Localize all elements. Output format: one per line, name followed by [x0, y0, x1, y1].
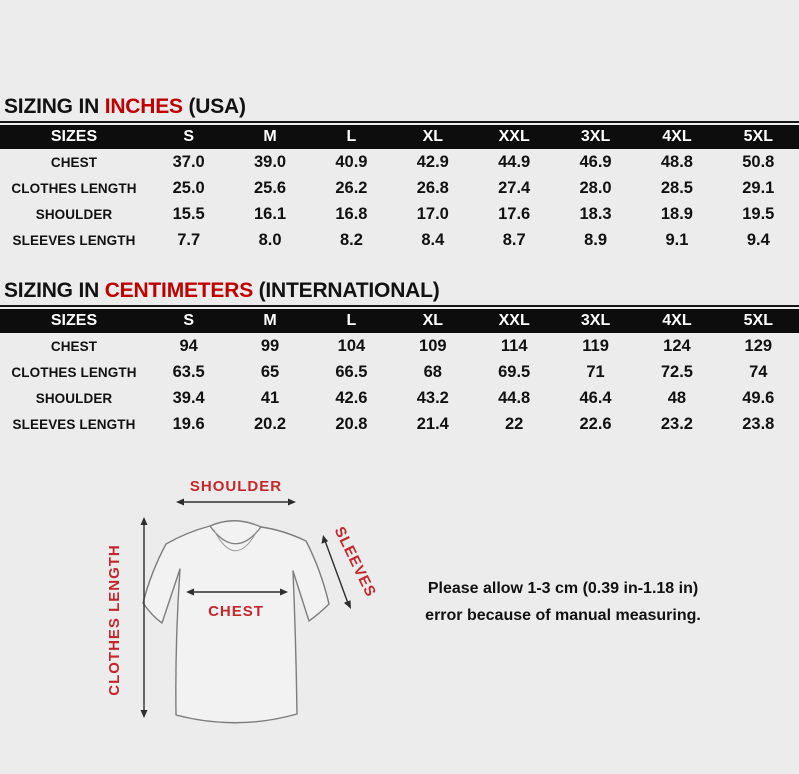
table-top-border [0, 121, 799, 123]
size-value: 42.9 [416, 152, 449, 171]
table-row-sleeves-length [0, 411, 799, 437]
row-label: SHOULDER [35, 390, 113, 406]
size-value: 63.5 [172, 362, 205, 381]
size-value: 28.5 [660, 178, 693, 197]
size-value: 68 [423, 362, 442, 381]
size-value: 8.9 [584, 230, 608, 249]
size-value: 29.1 [742, 178, 775, 197]
size-value: 8.4 [421, 230, 445, 249]
measuring-error-note [421, 575, 705, 629]
size-value: 16.1 [254, 204, 287, 223]
size-value: 25.6 [254, 178, 287, 197]
clothes-length-label: CLOTHES LENGTH [106, 544, 123, 696]
size-value: 17.0 [416, 204, 449, 223]
size-value: 109 [419, 336, 447, 355]
size-value: 46.4 [579, 388, 612, 407]
size-value: 104 [337, 336, 366, 355]
size-value: 23.2 [660, 414, 693, 433]
size-value: 119 [582, 336, 609, 355]
column-header-5xl: 5XL [743, 128, 773, 145]
size-value: 18.9 [660, 204, 693, 223]
title-suffix: (USA) [182, 95, 246, 118]
column-header-3xl: 3XL [580, 312, 611, 329]
sleeves-arrowhead-top [322, 535, 329, 544]
column-header-sizes: SIZES [50, 312, 98, 329]
column-header-5xl: 5XL [743, 312, 773, 329]
size-value: 71 [586, 362, 605, 381]
column-header-m: M [263, 128, 277, 145]
size-value: 49.6 [742, 388, 775, 407]
table-top-border [0, 305, 799, 307]
row-label: SLEEVES LENGTH [12, 232, 136, 248]
row-label: CHEST [50, 338, 98, 354]
sleeves-arrowhead-bottom [344, 600, 351, 609]
size-value: 8.2 [339, 230, 363, 249]
size-value: 28.0 [579, 178, 612, 197]
table-row-clothes-length [0, 175, 799, 201]
note-line-2: error because of manual measuring. [425, 607, 701, 624]
size-value: 129 [744, 336, 773, 355]
column-header-xl: XL [422, 128, 444, 145]
shoulder-arrowhead-left [176, 499, 184, 506]
size-value: 21.4 [416, 414, 449, 433]
size-value: 27.4 [498, 178, 531, 197]
shoulder-arrowhead-right [288, 499, 296, 506]
row-label: CLOTHES LENGTH [11, 180, 137, 196]
column-header-4xl: 4XL [662, 312, 692, 329]
size-value: 114 [500, 336, 528, 355]
size-value: 50.8 [742, 152, 775, 171]
sizing-table-centimeters [0, 305, 799, 437]
size-value: 65 [260, 362, 280, 381]
column-header-l: L [346, 128, 357, 145]
sizing-inches-title [4, 95, 246, 119]
shoulder-label: SHOULDER [189, 478, 283, 495]
size-value: 16.8 [335, 204, 368, 223]
title-highlight-centimeters: CENTIMETERS [104, 279, 253, 302]
column-header-l: L [346, 312, 357, 329]
table-row-sleeves-length [0, 227, 799, 253]
sleeves-label: SLEEVES [330, 524, 380, 600]
size-value: 17.6 [498, 204, 531, 223]
size-value: 8.7 [502, 230, 526, 249]
title-suffix: (INTERNATIONAL) [253, 279, 440, 302]
size-value: 124 [663, 336, 691, 355]
size-value: 20.8 [335, 414, 368, 433]
sizing-table-inches [0, 121, 799, 253]
table-header-row [0, 309, 799, 333]
size-value: 39.0 [254, 152, 287, 171]
size-value: 19.5 [742, 204, 775, 223]
size-value: 94 [179, 336, 198, 355]
size-value: 39.4 [172, 388, 205, 407]
chest-label: CHEST [208, 603, 264, 620]
row-label: SLEEVES LENGTH [12, 416, 136, 432]
size-value: 22 [505, 414, 524, 433]
size-value: 23.8 [742, 414, 775, 433]
column-header-xxl: XXL [498, 128, 530, 145]
size-value: 43.2 [416, 388, 449, 407]
clothes-length-arrowhead-top [141, 517, 148, 525]
size-value: 9.1 [665, 230, 689, 249]
row-label: SHOULDER [35, 206, 113, 222]
tshirt-measurement-diagram [95, 460, 425, 760]
size-value: 46.9 [579, 152, 612, 171]
size-value: 37.0 [172, 152, 205, 171]
size-value: 44.9 [498, 152, 531, 171]
size-value: 15.5 [172, 204, 205, 223]
row-label: CHEST [50, 154, 98, 170]
column-header-m: M [263, 312, 277, 329]
size-value: 72.5 [660, 362, 693, 381]
size-value: 44.8 [498, 388, 531, 407]
title-prefix: SIZING IN [4, 95, 105, 118]
size-value: 40.9 [335, 152, 368, 171]
size-value: 99 [260, 336, 280, 355]
sizing-centimeters-title [4, 279, 440, 303]
size-value: 7.7 [177, 230, 201, 249]
clothes-length-arrowhead-bottom [141, 710, 148, 718]
column-header-4xl: 4XL [662, 128, 692, 145]
size-value: 20.2 [254, 414, 287, 433]
size-value: 18.3 [579, 204, 612, 223]
row-label: CLOTHES LENGTH [11, 364, 137, 380]
size-value: 22.6 [579, 414, 612, 433]
size-value: 66.5 [335, 362, 368, 381]
size-value: 26.8 [416, 178, 449, 197]
table-row-chest [0, 149, 799, 175]
size-value: 19.6 [172, 414, 205, 433]
table-row-chest [0, 333, 799, 359]
note-line-1: Please allow 1-3 cm (0.39 in-1.18 in) [427, 580, 699, 597]
size-value: 41 [260, 388, 280, 407]
table-row-shoulder [0, 201, 799, 227]
size-value: 69.5 [498, 362, 531, 381]
title-prefix: SIZING IN [4, 279, 105, 302]
table-row-clothes-length [0, 359, 799, 385]
size-value: 48.8 [660, 152, 693, 171]
table-header-row [0, 125, 799, 149]
column-header-s: S [183, 312, 195, 329]
size-value: 74 [749, 362, 768, 381]
column-header-xl: XL [422, 312, 444, 329]
size-value: 8.0 [258, 230, 282, 249]
size-value: 26.2 [335, 178, 368, 197]
size-value: 48 [667, 388, 687, 407]
size-value: 9.4 [746, 230, 770, 249]
table-row-shoulder [0, 385, 799, 411]
column-header-xxl: XXL [498, 312, 530, 329]
size-value: 42.6 [335, 388, 368, 407]
column-header-s: S [183, 128, 195, 145]
column-header-sizes: SIZES [50, 128, 98, 145]
column-header-3xl: 3XL [580, 128, 611, 145]
title-highlight-inches: INCHES [104, 95, 183, 118]
size-value: 25.0 [172, 178, 205, 197]
